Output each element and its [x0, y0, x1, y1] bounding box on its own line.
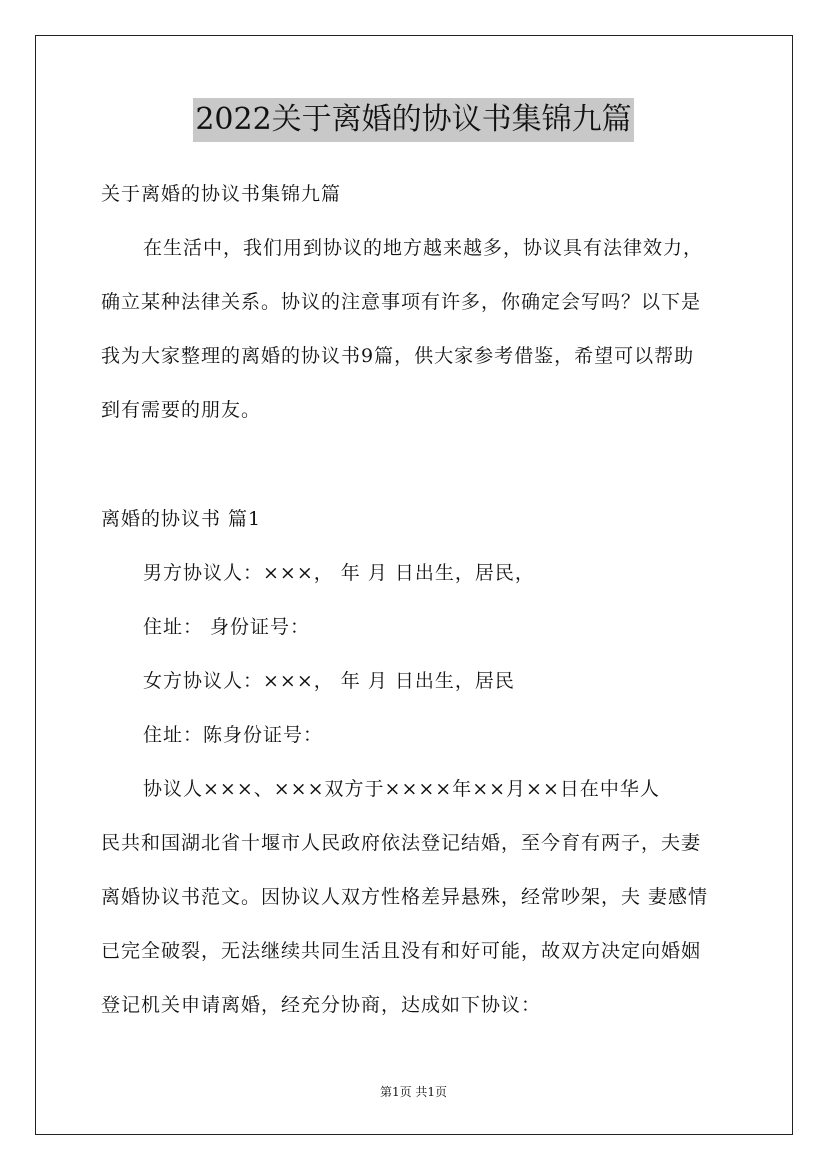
- body-line-5: 登记机关申请离婚，经充分协商，达成如下协议：: [101, 994, 542, 1016]
- section-heading: 离婚的协议书 篇1: [101, 508, 262, 530]
- intro-line-1: 在生活中，我们用到协议的地方越来越多，协议具有法律效力，: [143, 237, 704, 259]
- body-line-4: 已完全破裂，无法继续共同生活且没有和好可能，故双方决定向婚姻: [101, 940, 702, 962]
- document-title: 2022关于离婚的协议书集锦九篇: [193, 98, 633, 142]
- intro-line-4: 到有需要的朋友。: [101, 399, 262, 421]
- party-line-1: 男方协议人：×××， 年 月 日出生，居民，: [143, 562, 535, 584]
- title-container: [0, 98, 827, 142]
- party-line-4: 住址：陈身份证号：: [143, 724, 324, 746]
- party-line-3: 女方协议人：×××， 年 月 日出生，居民: [143, 670, 515, 692]
- body-line-2: 民共和国湖北省十堰市人民政府依法登记结婚，至今育有两子，夫妻: [101, 832, 702, 854]
- page-footer: 第1页 共1页: [379, 1085, 448, 1099]
- intro-line-3: 我为大家整理的离婚的协议书9篇，供大家参考借鉴，希望可以帮助: [101, 345, 695, 367]
- document-subtitle: 关于离婚的协议书集锦九篇: [101, 183, 342, 205]
- body-line-1: 协议人×××、×××双方于××××年××月××日在中华人: [143, 778, 660, 800]
- intro-line-2: 确立某种法律关系。协议的注意事项有许多，你确定会写吗？以下是: [101, 291, 702, 313]
- party-line-2: 住址： 身份证号：: [143, 616, 311, 638]
- body-line-3: 离婚协议书范文。因协议人双方性格差异悬殊，经常吵架，夫 妻感情: [101, 886, 709, 908]
